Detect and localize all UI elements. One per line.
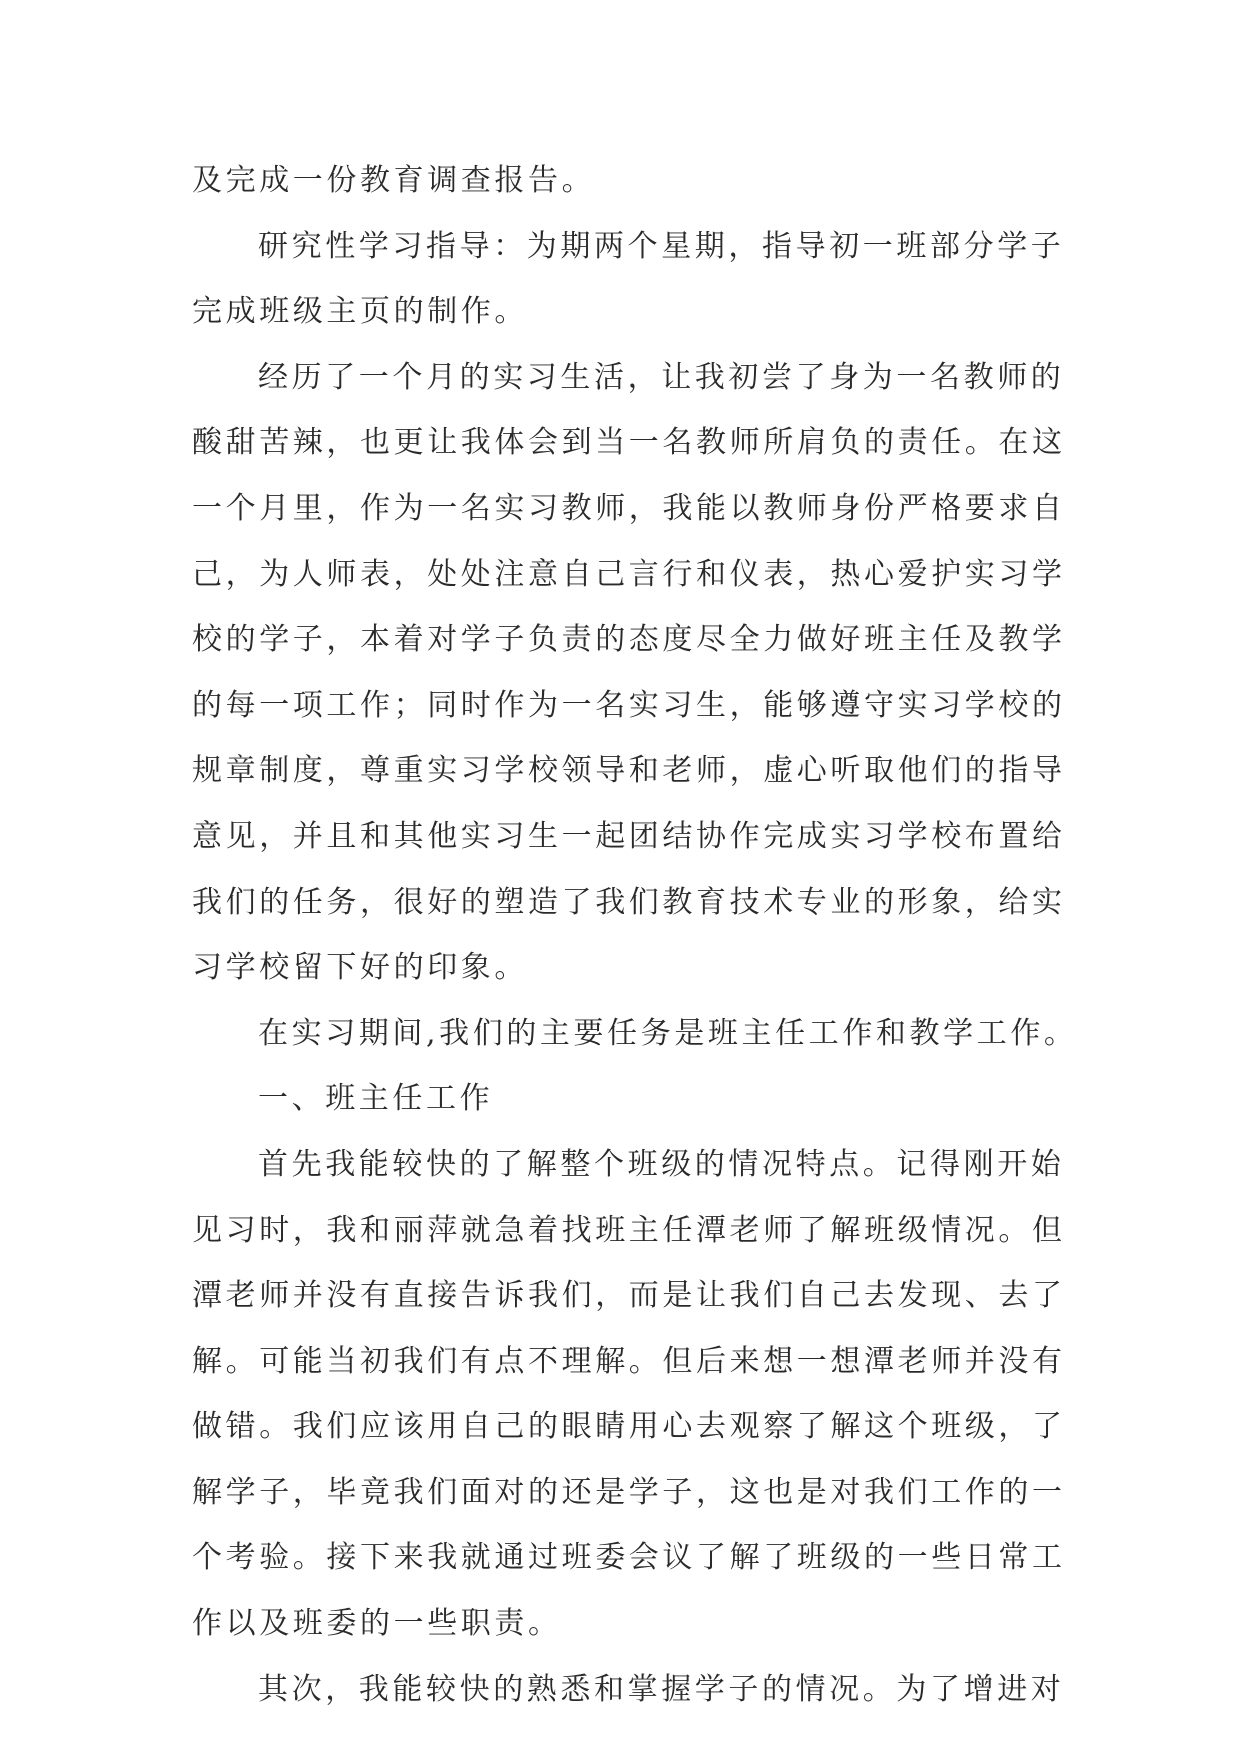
text-line: 校的学子，本着对学子负责的态度尽全力做好班主任及教学	[192, 622, 1066, 658]
text-line: 研究性学习指导：为期两个星期，指导初一班部分学子	[258, 228, 1065, 264]
text-line: 个考验。接下来我就通过班委会议了解了班级的一些日常工	[192, 1540, 1066, 1576]
text-line: 经历了一个月的实习生活，让我初尝了身为一名教师的	[258, 359, 1065, 395]
text-line: 首先我能较快的了解整个班级的情况特点。记得刚开始	[258, 1146, 1065, 1182]
text-line: 作以及班委的一些职责。	[192, 1606, 562, 1642]
text-line: 意见，并且和其他实习生一起团结协作完成实习学校布置给	[192, 818, 1066, 854]
text-line: 潭老师并没有直接告诉我们，而是让我们自己去发现、去了	[192, 1278, 1066, 1314]
text-line: 己，为人师表，处处注意自己言行和仪表，热心爱护实习学	[192, 556, 1066, 592]
text-line: 一个月里，作为一名实习教师，我能以教师身份严格要求自	[192, 490, 1066, 526]
text-line: 完成班级主页的制作。	[192, 294, 528, 330]
text-line: 规章制度，尊重实习学校领导和老师，虚心听取他们的指导	[192, 753, 1066, 789]
text-line: 一、班主任工作	[258, 1081, 494, 1117]
text-line: 解。可能当初我们有点不理解。但后来想一想潭老师并没有	[192, 1343, 1066, 1379]
text-line: 见习时，我和丽萍就急着找班主任潭老师了解班级情况。但	[192, 1212, 1066, 1248]
text-line: 做错。我们应该用自己的眼睛用心去观察了解这个班级，了	[192, 1409, 1066, 1445]
text-line: 其次，我能较快的熟悉和掌握学子的情况。为了增进对	[258, 1671, 1065, 1707]
text-line: 在实习期间,我们的主要任务是班主任工作和教学工作。	[258, 1015, 1078, 1051]
document-body	[192, 148, 1078, 1722]
text-line: 的每一项工作；同时作为一名实习生，能够遵守实习学校的	[192, 687, 1066, 723]
text-line: 酸甜苦辣，也更让我体会到当一名教师所肩负的责任。在这	[192, 425, 1066, 461]
text-line: 解学子，毕竟我们面对的还是学子，这也是对我们工作的一	[192, 1474, 1066, 1510]
text-line: 习学校留下好的印象。	[192, 950, 528, 986]
text-line: 我们的任务，很好的塑造了我们教育技术专业的形象，给实	[192, 884, 1066, 920]
text-line: 及完成一份教育调查报告。	[192, 163, 596, 198]
